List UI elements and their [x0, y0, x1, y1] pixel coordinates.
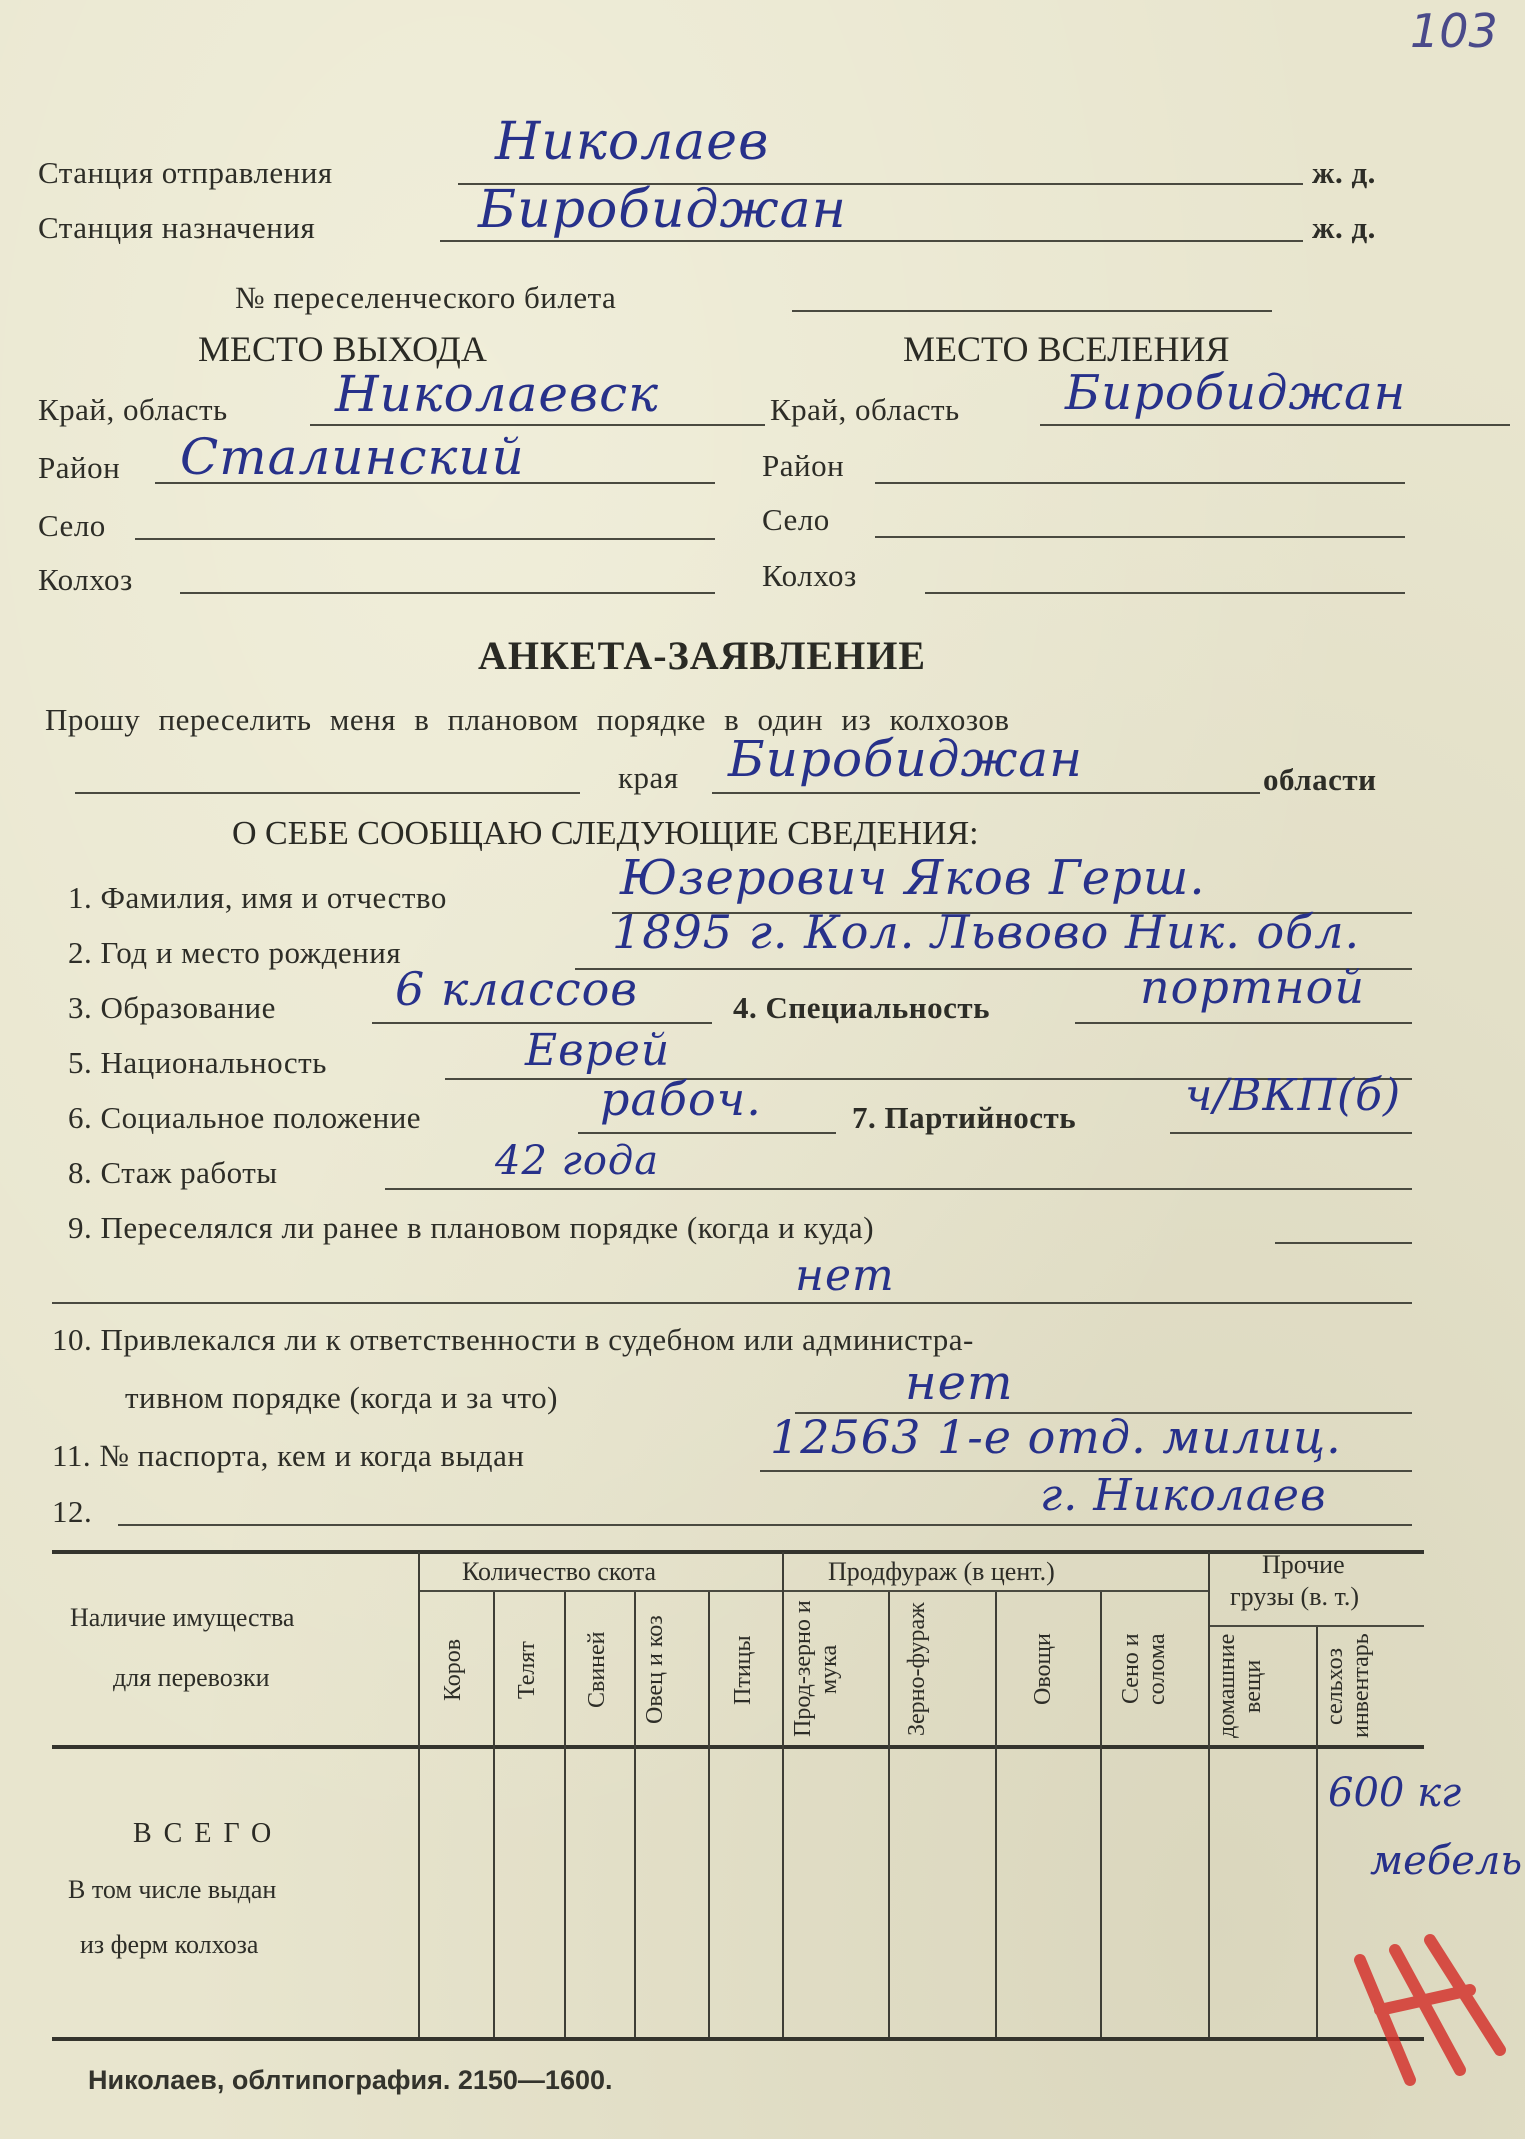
ticket-line [792, 310, 1272, 312]
col-rule [782, 1552, 784, 2037]
origin-kolkhoz-line [180, 592, 715, 594]
q8-label: 8. Стаж работы [68, 1155, 278, 1190]
origin-kolkhoz-label: Колхоз [38, 562, 133, 597]
settlement-kolkhoz-label: Колхоз [762, 558, 857, 593]
table-top-rule [52, 1550, 1424, 1554]
farm-value-b: мебель [1370, 1838, 1523, 1884]
q1-label: 1. Фамилия, имя и отчество [68, 880, 447, 915]
farm-value-a: 600 кг [1328, 1770, 1462, 1816]
col-grain: Прод-зерно и мука [790, 1600, 842, 1738]
total-label: ВСЕГО [133, 1818, 284, 1849]
settlement-heading: МЕСТО ВСЕЛЕНИЯ [903, 329, 1230, 369]
group-other-a: Прочие [1262, 1550, 1345, 1579]
form-title: АНКЕТА-ЗАЯВЛЕНИЕ [478, 633, 927, 678]
col-sheep: Овец и коз [642, 1615, 668, 1725]
red-pencil-mark [1340, 1920, 1520, 2100]
table-bottom-rule [52, 2037, 1424, 2041]
col-fodder: Зерно-фураж [904, 1602, 930, 1736]
col-farm: сельхоз инвентарь [1322, 1633, 1374, 1739]
col-rule [564, 1592, 566, 2037]
q3-line [372, 1022, 712, 1024]
q6-line [578, 1132, 836, 1134]
departure-label: Станция отправления [38, 155, 333, 190]
q4-line [1075, 1022, 1412, 1024]
destination-value: Биробиджан [478, 180, 847, 240]
col-birds: Птицы [730, 1635, 756, 1705]
q12-line [118, 1524, 1412, 1526]
group-food: Продфураж (в цент.) [828, 1557, 1055, 1586]
q12-value: г. Николаев [1040, 1470, 1327, 1521]
issued-b: из ферм колхоза [80, 1930, 259, 1959]
q6-label: 6. Социальное положение [68, 1100, 422, 1135]
origin-region-value: Николаевск [335, 365, 659, 423]
ticket-label: № переселенческого билета [235, 280, 617, 315]
q2-value: 1895 г. Кол. Львово Ник. обл. [612, 905, 1361, 959]
q9-line-2 [52, 1302, 1412, 1304]
q3-value: 6 классов [395, 962, 639, 1016]
origin-village-label: Село [38, 508, 106, 543]
destination-line [440, 240, 1303, 242]
origin-heading: МЕСТО ВЫХОДА [198, 329, 487, 369]
q8-line [385, 1188, 1412, 1190]
q9-value: нет [795, 1250, 895, 1301]
settlement-district-label: Район [762, 448, 845, 483]
q4-value: портной [1140, 960, 1366, 1014]
col-calves: Телят [514, 1641, 540, 1699]
col-veg: Овощи [1030, 1633, 1056, 1705]
q6-value: рабоч. [600, 1072, 762, 1126]
group-livestock: Количество скота [462, 1557, 657, 1586]
request-text: Прошу переселить меня в плановом порядке в один из колхозов [45, 702, 1010, 737]
col-rule [1316, 1627, 1318, 2037]
q5-value: Еврей [525, 1025, 671, 1076]
origin-region-label: Край, область [38, 392, 228, 427]
col-rule [493, 1592, 495, 2037]
krai-value: Биробиджан [728, 730, 1084, 788]
q2-label: 2. Год и место рождения [68, 935, 402, 970]
q10-value: нет [905, 1355, 1014, 1411]
q10-label-a: 10. Привлекался ли к ответственности в судебном или администра- [52, 1322, 974, 1357]
destination-label: Станция назначения [38, 210, 316, 245]
col-rule [418, 1552, 420, 2037]
oblast-label: области [1263, 762, 1377, 797]
departure-suffix: ж. д. [1312, 155, 1376, 190]
q3-label: 3. Образование [68, 990, 276, 1025]
col-rule [708, 1592, 710, 2037]
col-rule [888, 1592, 890, 2037]
col-hay: Сено и солома [1118, 1633, 1170, 1705]
krai-label: края [618, 760, 679, 795]
col-rule [1208, 1552, 1210, 2037]
settlement-region-label: Край, область [770, 392, 960, 427]
q7-value: ч/ВКП(б) [1185, 1070, 1402, 1121]
origin-village-line [135, 538, 715, 540]
q11-value: 12563 1-е отд. милиц. [770, 1410, 1342, 1464]
row-header-b: для перевозки [113, 1663, 270, 1692]
q7-label: 7. Партийность [852, 1100, 1077, 1135]
q12-label: 12. [52, 1494, 93, 1529]
q4-label: 4. Специальность [733, 990, 991, 1025]
request-blank-line [75, 792, 580, 794]
livestock-rule [420, 1590, 782, 1592]
group-other-b: грузы (в. т.) [1230, 1582, 1360, 1611]
settlement-region-line [1040, 424, 1510, 426]
col-pigs: Свиней [584, 1631, 610, 1709]
col-rule [995, 1592, 997, 2037]
settlement-village-line [875, 536, 1405, 538]
col-rule [1100, 1592, 1102, 2037]
settlement-kolkhoz-line [925, 592, 1405, 594]
origin-district-value: Сталинский [180, 428, 525, 486]
page-number: 103 [1410, 4, 1498, 58]
settlement-district-line [875, 482, 1405, 484]
issued-a: В том числе выдан [68, 1875, 277, 1904]
about-heading: О СЕБЕ СООБЩАЮ СЛЕДУЮЩИЕ СВЕДЕНИЯ: [232, 815, 979, 852]
q7-line [1170, 1132, 1412, 1134]
col-cows: Коров [440, 1638, 466, 1702]
table-header-rule [52, 1745, 1424, 1749]
q1-value: Юзерович Яков Герш. [620, 850, 1206, 906]
col-rule [634, 1592, 636, 2037]
destination-suffix: ж. д. [1312, 210, 1376, 245]
col-home: домашние вещи [1214, 1633, 1266, 1739]
origin-district-label: Район [38, 450, 121, 485]
q9-label: 9. Переселялся ли ранее в плановом порядке (когда и куда) [68, 1210, 875, 1245]
q8-value: 42 года [495, 1138, 660, 1184]
settlement-village-label: Село [762, 502, 830, 537]
q9-line [1275, 1242, 1412, 1244]
krai-line [712, 792, 1260, 794]
settlement-region-value: Биробиджан [1065, 365, 1407, 421]
q10-label-b: тивном порядке (когда и за что) [125, 1380, 558, 1415]
row-header-a: Наличие имущества [70, 1603, 295, 1632]
q11-label: 11. № паспорта, кем и когда выдан [52, 1438, 525, 1473]
departure-value: Николаев [495, 112, 770, 172]
printer-footer: Николаев, облтипография. 2150—1600. [88, 2065, 613, 2095]
q5-label: 5. Национальность [68, 1045, 327, 1080]
origin-region-line [310, 424, 765, 426]
